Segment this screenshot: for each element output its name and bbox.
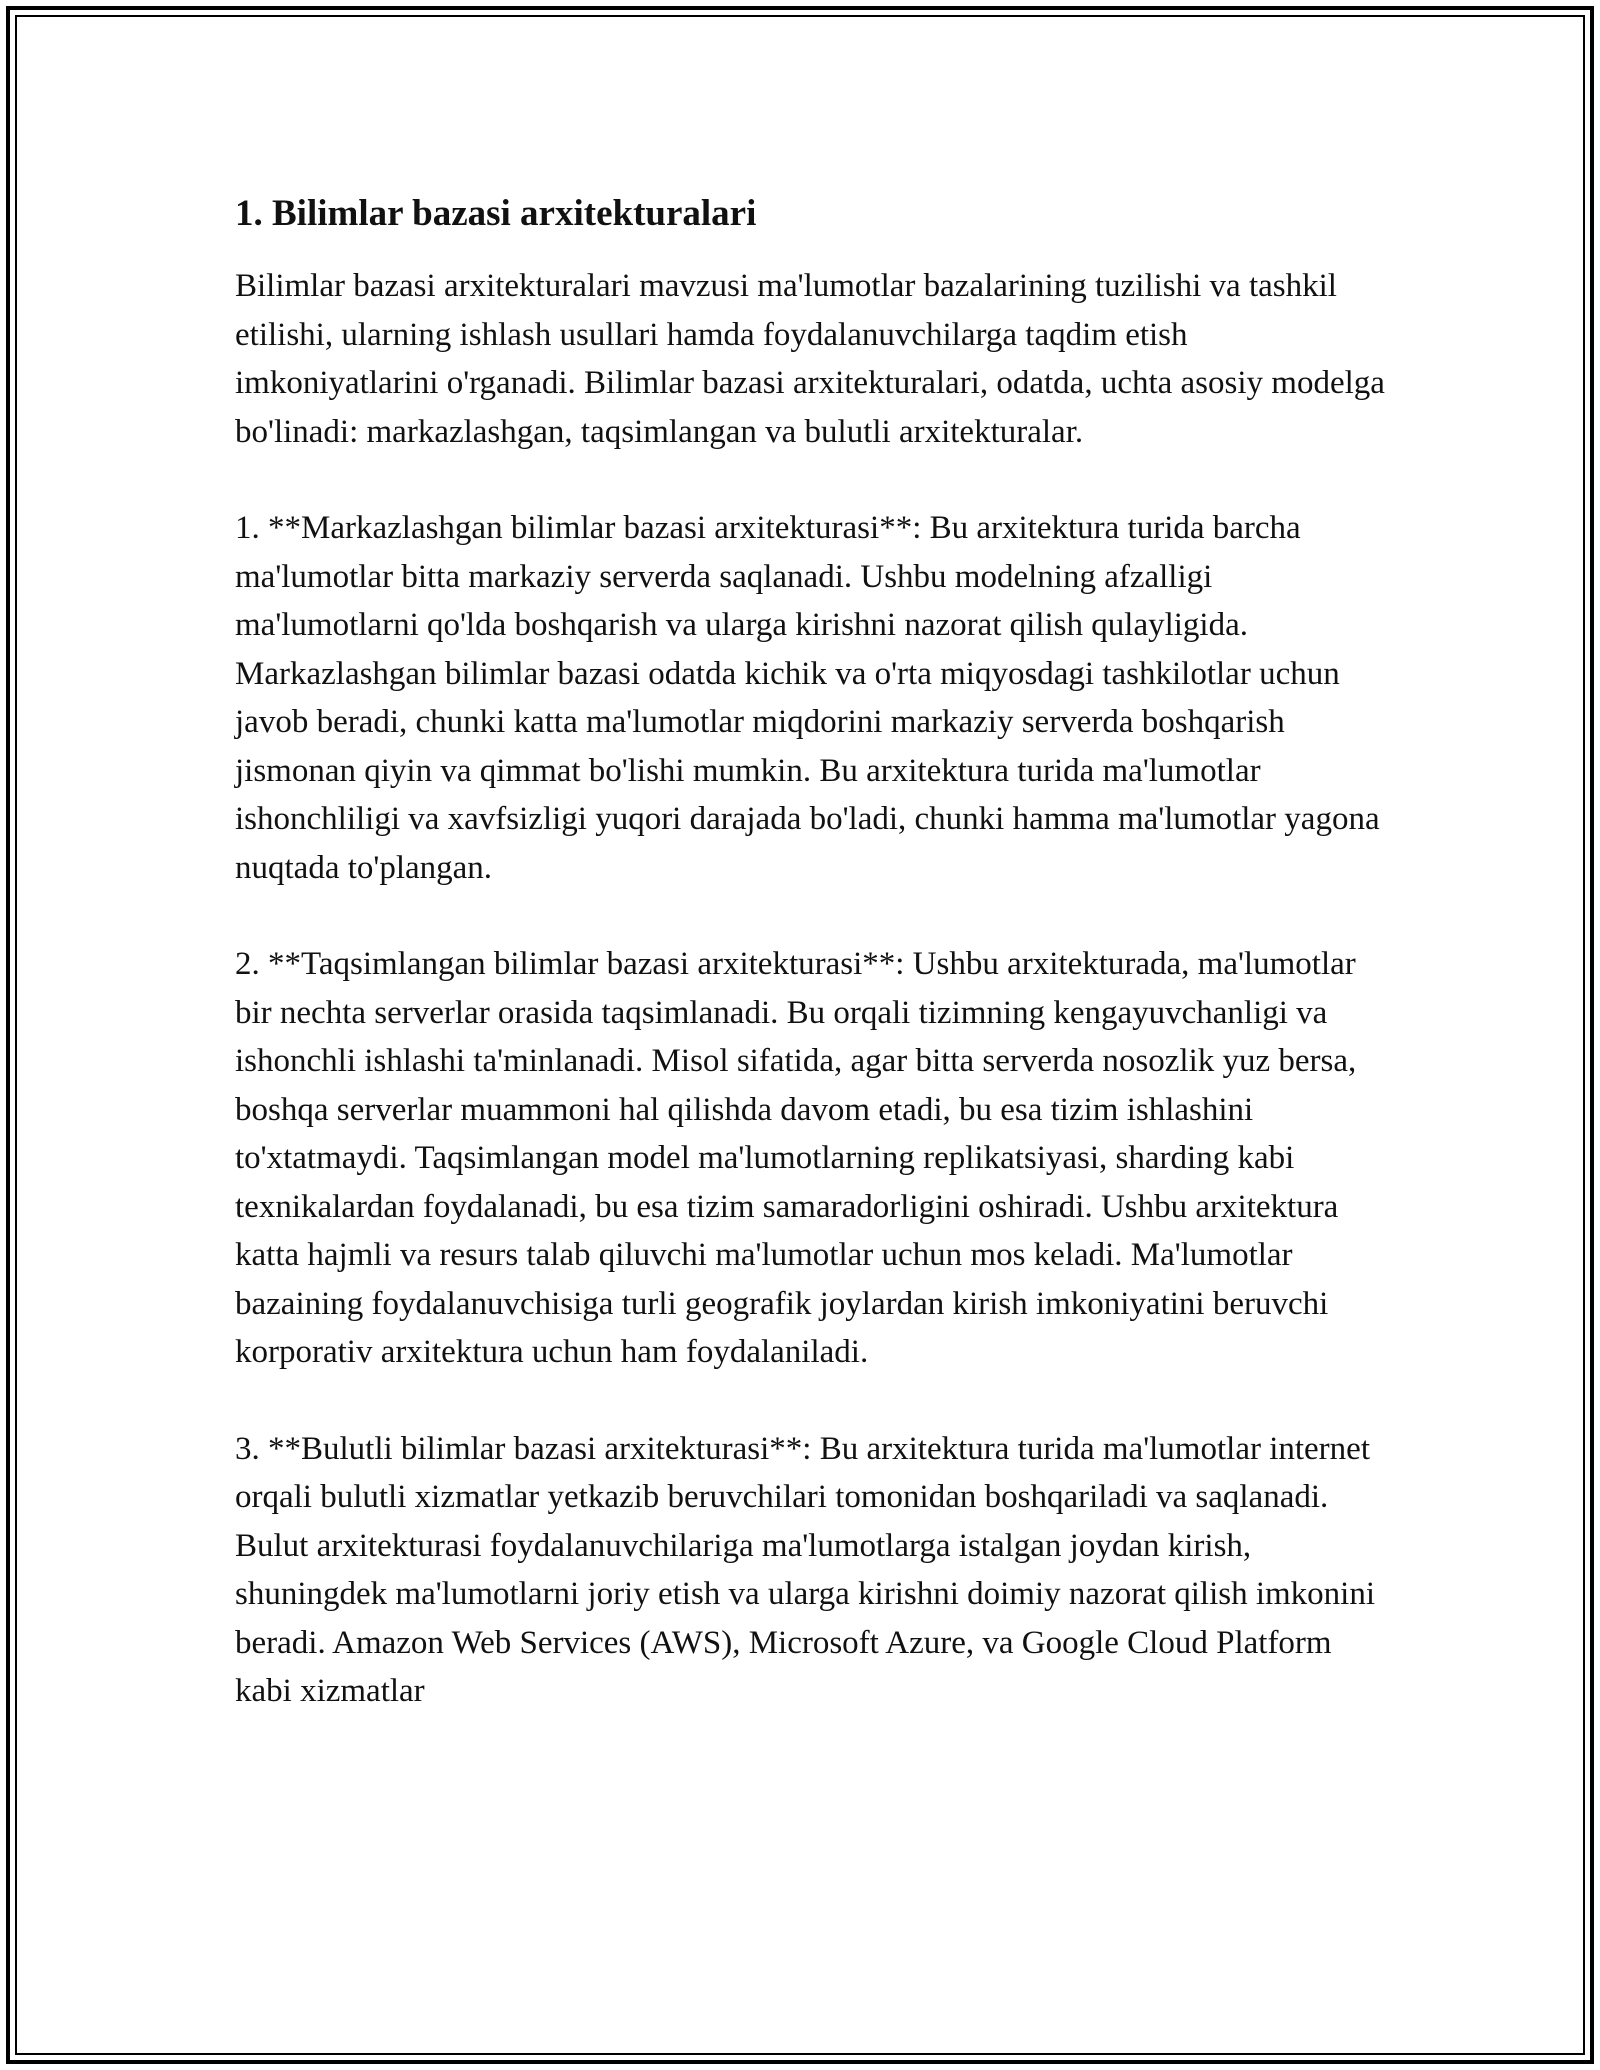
paragraph-centralized: 1. **Markazlashgan bilimlar bazasi arxitekturasi**: Bu arxitektura turida barcha ma'lumotlar bitta markaziy serverda saqlanadi. Ushbu modelning afzalligi ma'lumotlarni qo'lda boshqarish va ularga kirishni nazorat qilish qulayligida. Markazlashgan bilimlar bazasi odatda kichik va o'rta miqyosdagi tashkilotlar uchun javob beradi, chunki katta ma'lumotlar miqdorini markaziy serverda boshqarish jismonan qiyin va qimmat bo'lishi mumkin. Bu arxitektura turida ma'lumotlar ishonchliligi va xavfsizligi yuqori darajada bo'ladi, chunki hamma ma'lumotlar yagona nuqtada to'plangan. [235, 510, 1380, 886]
section-heading: 1. Bilimlar bazasi arxitekturalari [235, 193, 757, 234]
paragraph-distributed: 2. **Taqsimlangan bilimlar bazasi arxitekturasi**: Ushbu arxitekturada, ma'lumotlar bir nechta serverlar orasida taqsimlanadi. Bu orqali tizimning kengayuvchanligi va ishonchli ishlashi ta'minlanadi. Misol sifatida, agar bitta serverda nosozlik yuz bersa, boshqa serverlar muammoni hal qilishda davom etadi, bu esa tizim ishlashini to'xtatmaydi. Taqsimlangan model ma'lumotlarning replikatsiyasi, sharding kabi texnikalardan foydalanadi, bu esa tizim samaradorligini oshiradi. Ushbu arxitektura katta hajmli va resurs talab qiluvchi ma'lumotlar uchun mos keladi. Ma'lumotlar bazaining foydalanuvchisiga turli geografik joylardan kirish imkoniyatini beruvchi korporativ arxitektura uchun ham foydalaniladi. [235, 946, 1357, 1370]
intro-paragraph: Bilimlar bazasi arxitekturalari mavzusi ma'lumotlar bazalarining tuzilishi va tashkil etilishi, ularning ishlash usullari hamda foydalanuvchilarga taqdim etish imkoniyatlarini o'rganadi. Bilimlar bazasi arxitekturalari, odatda, uchta asosiy modelga bo'linadi: markazlashgan, taqsimlangan va bulutli arxitekturalar. [235, 268, 1385, 450]
paragraph-cloud: 3. **Bulutli bilimlar bazasi arxitekturasi**: Bu arxitektura turida ma'lumotlar internet orqali bulutli xizmatlar yetkazib beruvchilari tomonidan boshqariladi va saqlanadi. Bulut arxitekturasi foydalanuvchilariga ma'lumotlarga istalgan joydan kirish, shuningdek ma'lumotlarni joriy etish va ularga kirishni doimiy nazorat qilish imkonini beradi. Amazon Web Services (AWS), Microsoft Azure, va Google Cloud Platform kabi xizmatlar [235, 1430, 1376, 1709]
document-body [235, 186, 1390, 1764]
